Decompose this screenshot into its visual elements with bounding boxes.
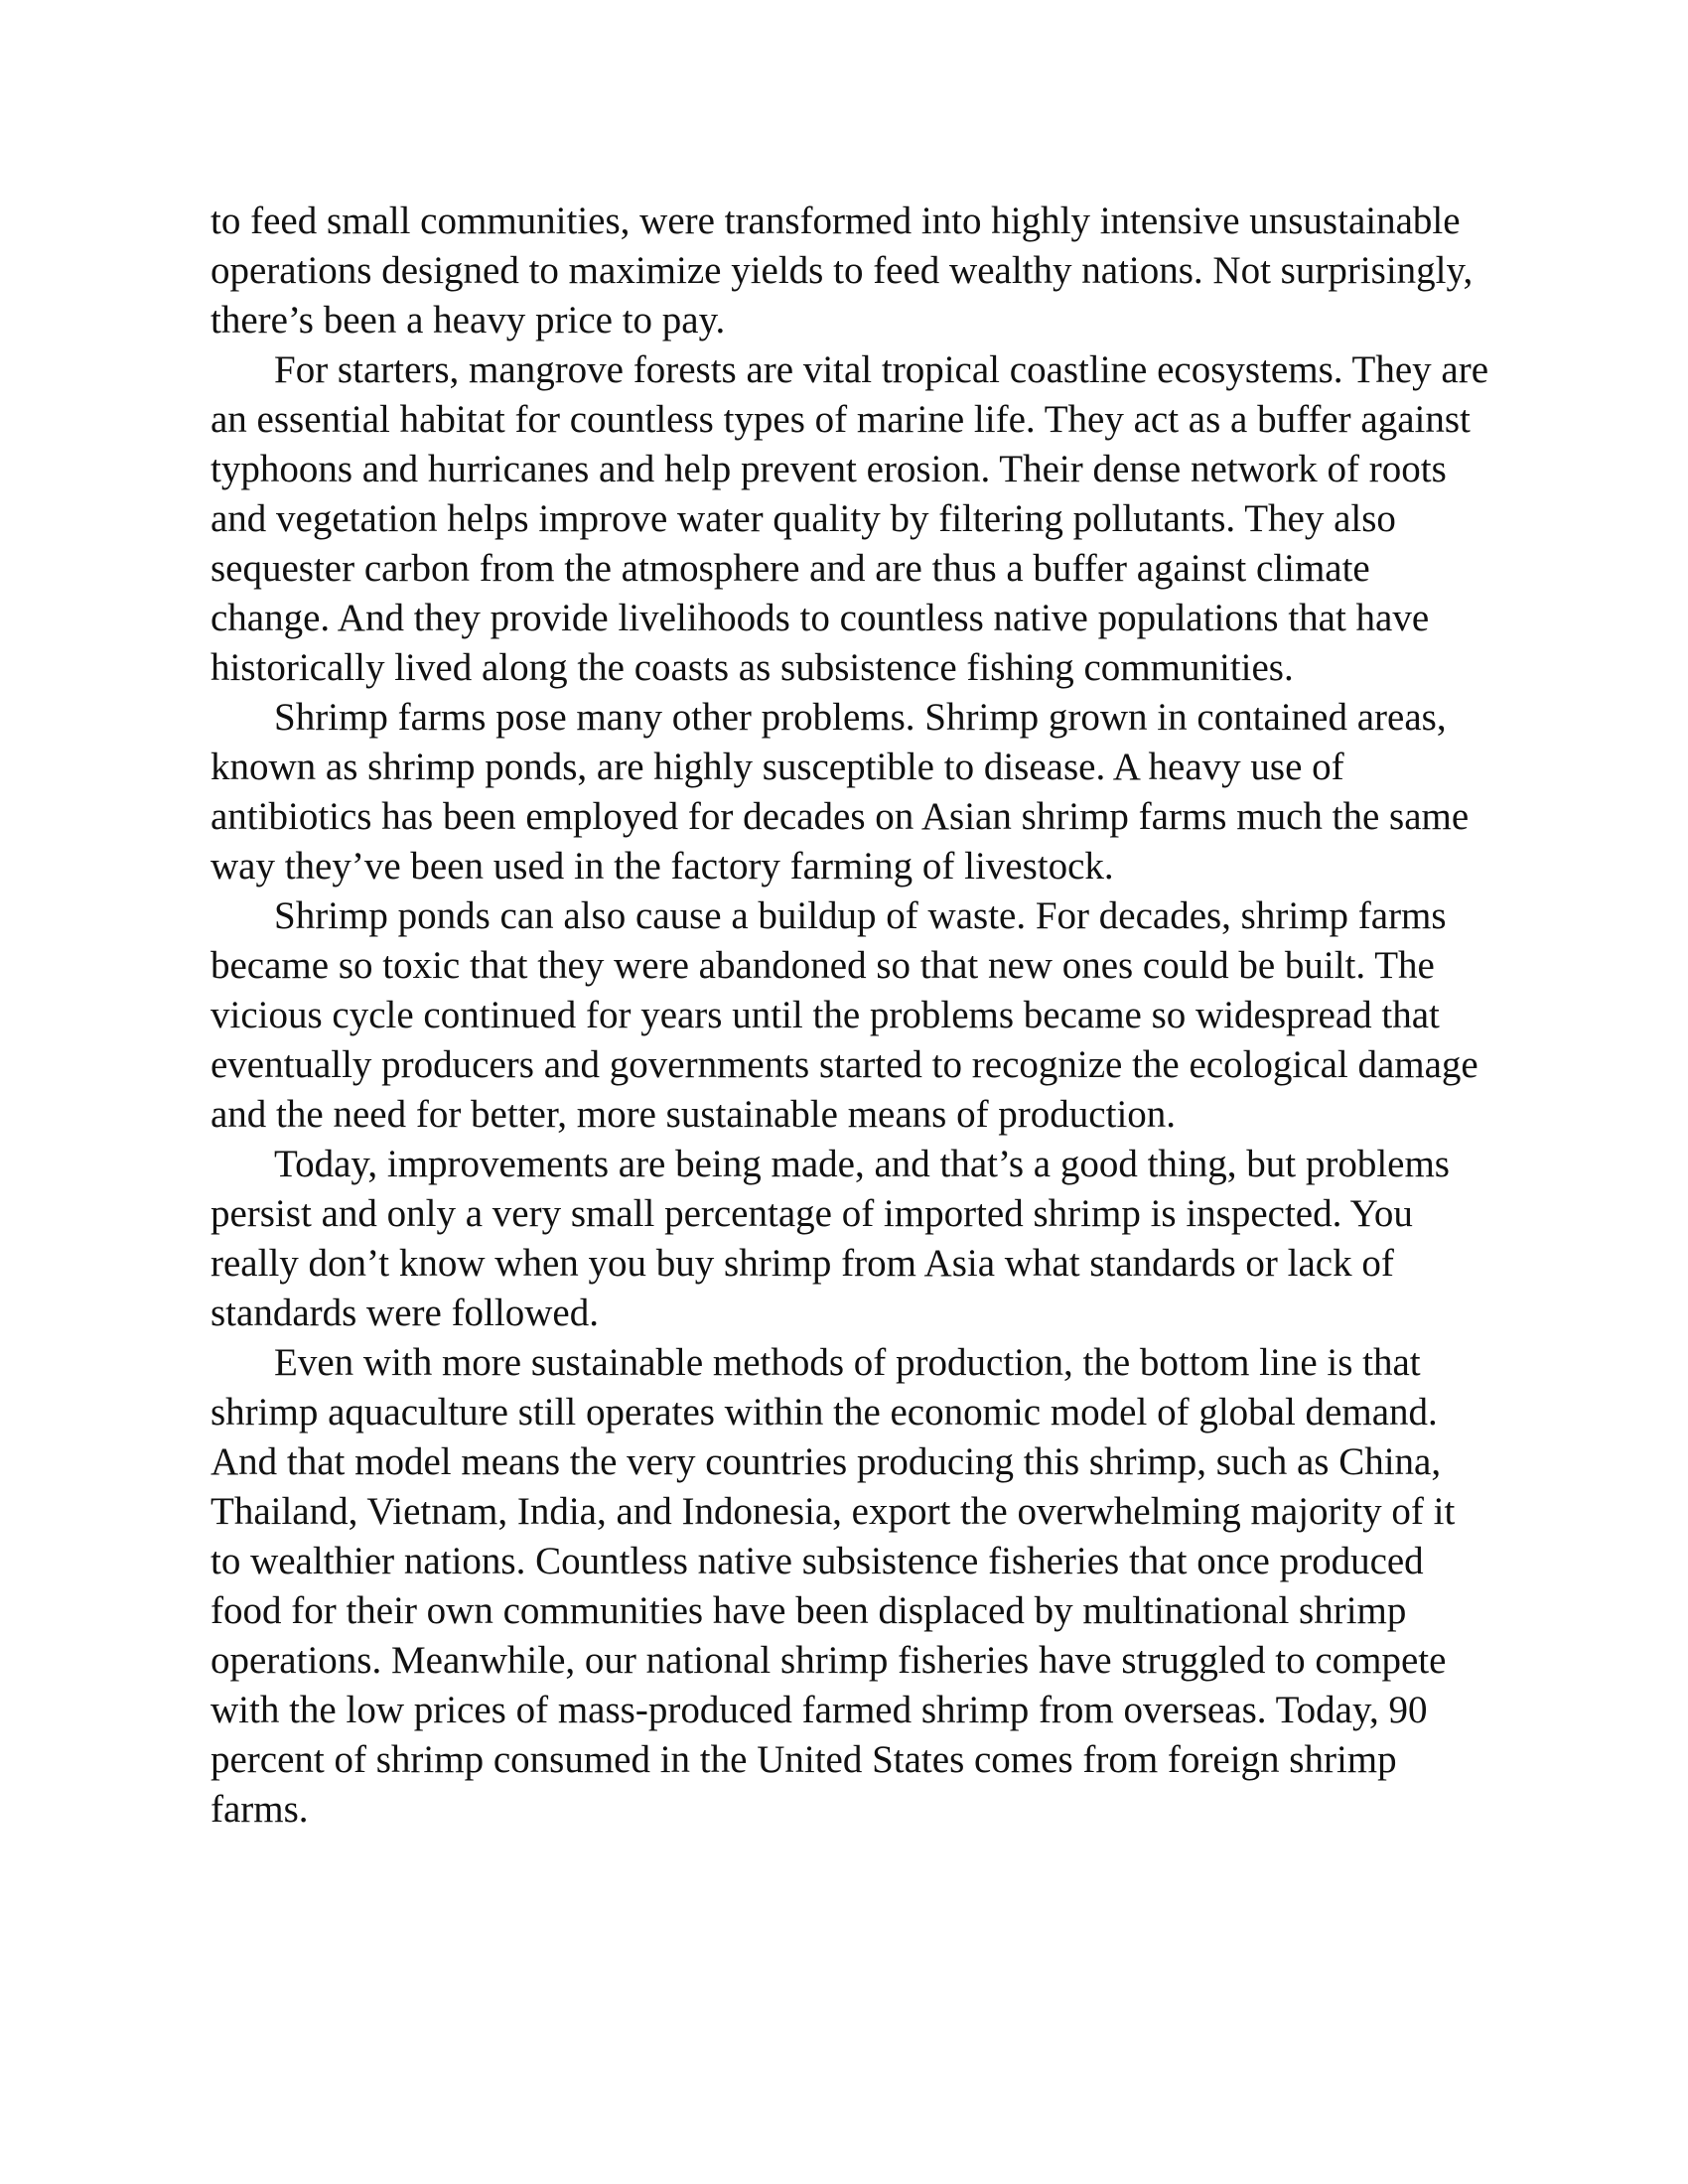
paragraph-shrimp-farm-problems: Shrimp farms pose many other problems. Shrimp grown in contained areas, known as shrimp ponds, are highly susceptible to disease. A heavy use of antibiotics has been employed for decades on Asian shrimp farms much the same way they’ve been used in the factory farming of livestock. [211,696,1470,887]
paragraph-shrimp-pond-waste: Shrimp ponds can also cause a buildup of waste. For decades, shrimp farms became so toxic that they were abandoned so that new ones could be built. The vicious cycle continued for years until the problems became so widespread that eventually producers and governments started to recognize the ecological damage and the need for better, more sustainable means of production. [211,894,1478,1136]
paragraph-mangrove-forests: For starters, mangrove forests are vital tropical coastline ecosystems. They are an essential habitat for countless types of marine life. They act as a buffer against typhoons and hurricanes and help prevent erosion. Their dense network of roots and vegetation helps improve water quality by filtering pollutants. They also sequester carbon from the atmosphere and are thus a buffer against climate change. And they provide livelihoods to countless native populations that have historically lived along the coasts as subsistence fishing communities. [211,348,1489,689]
paragraph-continued: to feed small communities, were transformed into highly intensive unsustainable operations designed to maximize yields to feed wealthy nations. Not surprisingly, there’s been a heavy price to pay. [211,200,1474,341]
paragraph-global-demand: Even with more sustainable methods of production, the bottom line is that shrimp aquaculture still operates within the economic model of global demand. And that model means the very countries producing this shrimp, such as China, Thailand, Vietnam, India, and Indonesia, export the overwhelming majority of it to wealthier nations. Countless native subsistence fisheries that once produced food for their own communities have been displaced by multinational shrimp operations. Meanwhile, our national shrimp fisheries have struggled to compete with the low prices of mass-produced farmed shrimp from overseas. Today, 90 percent of shrimp consumed in the United States comes from foreign shrimp farms. [211,1341,1456,1831]
paragraph-improvements: Today, improvements are being made, and that’s a good thing, but problems persist and only a very small percentage of imported shrimp is inspected. You really don’t know when you buy shrimp from Asia what standards or lack of standards were followed. [211,1143,1450,1334]
document-page [211,197,1491,1835]
